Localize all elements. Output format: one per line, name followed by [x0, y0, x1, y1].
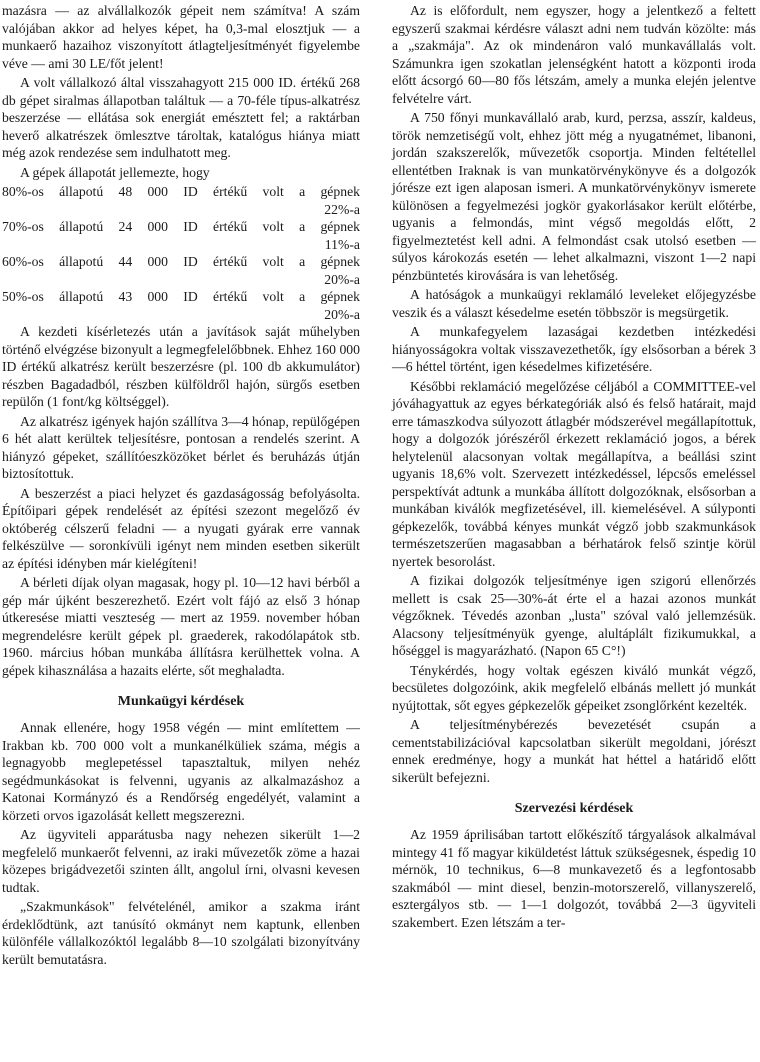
paragraph: A teljesítménybérezés bevezetését csupán a cementstabilizációval kapcsolatban sikerült megoldani, jórészt ennek eredménye, hogy a munkát hat héttel a határidő előtt sikerült befejezni.	[392, 717, 756, 785]
paragraph: Az 1959 áprilisában tartott előkészítő tárgyalások alkalmával mintegy 41 fő magyar kiküldetést láttuk szükségesnek, éspedig 10 mérnök, 10 technikus, 6—8 munkavezető és a legfontosabb szakmából — mint diesel, benzin-motorszerelő, villanyszerelő, esztergályos stb. — 1—1 dolgozót, továbbá 2—3 ügyviteli szakembert. Ezen létszám a ter-	[392, 827, 756, 930]
machine-condition-item	[2, 183, 360, 218]
item-text: 80%-os állapotú 48 000 ID értékű volt a gépnek	[2, 184, 360, 199]
paragraph: mazásra — az alvállalkozók gépeit nem számítva! A szám valójában akkor ad helyes képet, ha 0,3-mal elosztjuk — a munkaerő hazaihoz viszonyított átlagteljesítményét figyelembe véve — ami 30 LE/főt jelent!	[2, 3, 360, 71]
paragraph: Az alkatrész igények hajón szállítva 3—4 hónap, repülőgépen 6 hét alatt kerültek teljesítésre, pontosan a rendelés szerint. A hiányzó gépeket, szállítóeszközöket bérlet és beruházás útján biztosítottuk.	[2, 413, 360, 481]
item-value: 22%-a	[324, 201, 360, 217]
paragraph: A kezdeti kísérletezés után a javítások saját műhelyben történő elvégzése bizonyult a legmegfelelőbbnek. Ehhez 160 000 ID értékű alkatrész került beszerzésre (pl. 100 db akkumulátor) részben Bagadadból, részben külföldről hajón, sürgős esetben repülőn (1 font/kg költséggel).	[2, 324, 360, 409]
paragraph: Annak ellenére, hogy 1958 végén — mint említettem — Irakban kb. 700 000 volt a munkanélküliek száma, mégis a legnagyobb meglepetéssel tapasztaltuk, milyen nehéz segédmunkásokat is felvenni, ugyanis az alkalmazáshoz a Katonai Kormányzó és a Rendőrség engedélyét, valamint a körzeti orvos igazolását kellett megszerezni.	[2, 720, 360, 823]
paragraph: Ténykérdés, hogy voltak egészen kiváló munkát végző, becsületes dolgozóink, akik megfelelő elbánás mellett jó munkát nyújtottak, sőt egyes gépkezelők gépeiket zsonglőrként kezelték.	[392, 662, 756, 713]
item-value: 20%-a	[324, 271, 360, 287]
paragraph: Az ügyviteli apparátusba nagy nehezen sikerült 1—2 megfelelő munkaerőt felvenni, az iraki művezetők zöme a hazai közepes brigádvezetői szinten állt, angolul írni, olvasni kevesen tudtak.	[2, 827, 360, 895]
left-column	[2, 2, 360, 970]
right-column	[392, 2, 756, 933]
paragraph: Későbbi reklamáció megelőzése céljából a COMMITTEE-vel jóváhagyattuk az egyes bérkategóriák alsó és felső határait, majd erre támaszkodva súlyozott átlagbér módszerével megállapítottuk, hogy a dolgozók jórészéről érkezett reklamáció jogos, a bérek helytelenül alacsonyan voltak megállapítva, a beállási szint ugyanis 18,6% volt. Szervezett intézkedéssel, lépcsős emeléssel perspektívát adtunk a munkába állított dolgozóknak, elsősorban a munkában kiválók megfizetésével, ill. kiemelésével. A súlyponti gépkezelők, továbbá kényes munkát végző jobb szakmunkások természetszerűen magasabban a bérhatárok felső szintje körül nyertek besorolást.	[392, 378, 756, 569]
paragraph: A bérleti díjak olyan magasak, hogy pl. 10—12 havi bérből a gép már újként beszerezhető. Ezért volt fájó az első 3 hónap útkeresése miatti veszteség — mert az 1959. november hóban megrendelésre került gépek pl. graederek, rakodólapátok stb. 1960. március hóban munkába állításra kerülhettek volna. A gépek kihasználása a hazaits elérte, sőt meghaladta.	[2, 575, 360, 678]
paragraph: A hatóságok a munkaügyi reklamáló leveleket előjegyzésbe veszik és a választ késedelme esetén többször is megsürgetik.	[392, 287, 756, 320]
machine-condition-item	[2, 288, 360, 323]
paragraph: A fizikai dolgozók teljesítménye igen szigorú ellenőrzés mellett is csak 25—30%-át érte el a hazai azonos munkát végzőknek. Tévedés azonban „lusta" szóval való jellemzésük. Alacsony teljesítményük gyenge, alultáplált fizikumukkal, a hőséggel is magyarázható. (Napon 65 C°!)	[392, 573, 756, 658]
paragraph: „Szakmunkások" felvételénél, amikor a szakma iránt érdeklődtünk, azt tanúsító okmányt nem kaptunk, ellenben különféle vállalkozóktól legalább 8—10 szolgálati bizonyítvány került bemutatásra.	[2, 899, 360, 967]
item-text: 70%-os állapotú 24 000 ID értékű volt a gépnek	[2, 219, 360, 234]
paragraph: A beszerzést a piaci helyzet és gazdaságosság befolyásolta. Építőipari gépek rendelését az építési szezont megelőző év októberég célszerű feladni — a nyugati gyárak erre vannak felkészülve — soronkívüli igényt nem minden esetben sikerült az építési idényben már kielégíteni!	[2, 485, 360, 571]
item-value: 20%-a	[324, 306, 360, 322]
paragraph: A munkafegyelem lazaságai kezdetben intézkedési hiányosságokra voltak visszavezethetők, így elsősorban a bérek 3—6 héttel történt, igen késedelmes kifizetésére.	[392, 324, 756, 374]
paragraph: Az is előfordult, nem egyszer, hogy a jelentkező a feltett egyszerű szakmai kérdésre választ adni nem tudván közölte: más a „szakmája". Az ok mindenáron való munkavállalás volt. Számunkra igen szokatlan jelenségként hatott a központi iroda előtt ácsorgó 60—80 fős létszám, amely a munka elején jelentve felvételre várt.	[392, 3, 756, 106]
section-heading: Munkaügyi kérdések	[117, 694, 245, 709]
paragraph: A volt vállalkozó által visszahagyott 215 000 ID. értékű 268 db gépet siralmas állapotban találtuk — a 70-féle típus-alkatrész beszerzése — ellátása sok energiát emésztett fel; a raktárban heverő alkatrészek ömlesztve tároltak, katalógus hiánya miatt még azok rendezése sem indulhatott meg.	[2, 75, 360, 160]
paragraph: A gépek állapotát jellemezte, hogy	[20, 164, 210, 180]
section-heading: Szervezési kérdések	[514, 801, 634, 816]
machine-condition-item	[2, 253, 360, 288]
paragraph: A 750 főnyi munkavállaló arab, kurd, perzsa, asszír, kaldeus, török nemzetiségű volt, ehhez jött még a nyugatnémet, libanoni, jordán szakszerelők, művezetők csoportja. Minden feltétellel ellentétben Iraknak is van munkatörvénykönyve és a dolgozók jórésze ezt igen alaposan ismeri. A munkatörvénykönyv ismerete különösen a fegyelmezési jogkör gyakorlásakor került előtérbe, ugyanis a felmondás, mint végső megoldás előtt, 2 figyelmeztetést kell adni. A felmondást csak utolsó esetben — súlyos károkozás esetén — lehet alkalmazni, viszont 1—2 napi pénzbüntetés kirovására is van lehetőség.	[392, 110, 756, 283]
machine-condition-item	[2, 218, 360, 253]
item-text: 60%-os állapotú 44 000 ID értékű volt a gépnek	[2, 254, 360, 269]
item-value: 11%-a	[324, 236, 360, 252]
item-text: 50%-os állapotú 43 000 ID értékű volt a gépnek	[2, 289, 360, 304]
